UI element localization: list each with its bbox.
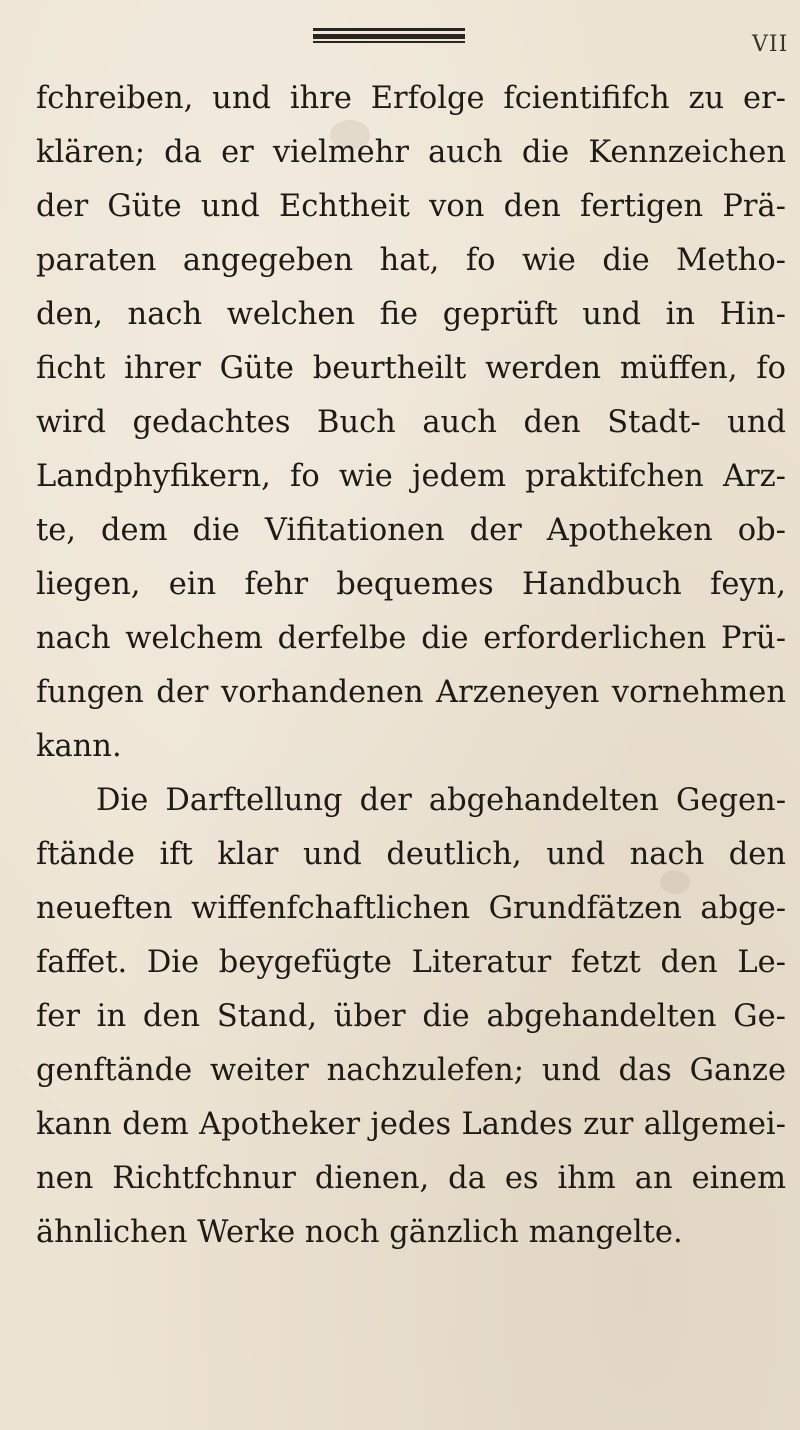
text-line: paraten angegeben hat, fo wie die Metho- bbox=[36, 243, 786, 278]
text-line: kann dem Apotheker jedes Landes zur allgemei- bbox=[36, 1107, 786, 1142]
text-line: ähnlichen Werke noch gänzlich mangelte. bbox=[36, 1215, 683, 1250]
text-line: genftände weiter nachzulefen; und das Ganze bbox=[36, 1053, 786, 1088]
text-line: der Güte und Echtheit von den fertigen Prä- bbox=[36, 189, 786, 224]
paragraph-2 bbox=[36, 774, 786, 1260]
text-line: te, dem die Vifitationen der Apotheken ob- bbox=[36, 513, 786, 548]
text-line: nach welchem derfelbe die erforderlichen Prü- bbox=[36, 621, 786, 656]
text-line: fer in den Stand, über die abgehandelten Ge- bbox=[36, 999, 786, 1034]
text-line: faffet. Die beygefügte Literatur fetzt den Le- bbox=[36, 945, 786, 980]
text-line: wird gedachtes Buch auch den Stadt- und bbox=[36, 405, 786, 440]
text-line: klären; da er vielmehr auch die Kennzeichen bbox=[36, 135, 786, 170]
text-line: Landphyfikern, fo wie jedem praktifchen Arz- bbox=[36, 459, 786, 494]
body-text bbox=[36, 72, 786, 1260]
text-line: fungen der vorhandenen Arzeneyen vornehmen bbox=[36, 675, 786, 710]
text-line: ftände ift klar und deutlich, und nach den bbox=[36, 837, 786, 872]
header-ornament-rule bbox=[313, 28, 465, 44]
paragraph-1 bbox=[36, 72, 786, 774]
text-line: neueften wiffenfchaftlichen Grundfätzen abge- bbox=[36, 891, 786, 926]
text-line: Die Darftellung der abgehandelten Gegen- bbox=[96, 783, 786, 818]
text-line: kann. bbox=[36, 729, 122, 764]
text-line: nen Richtfchnur dienen, da es ihm an einem bbox=[36, 1161, 786, 1196]
text-line: ficht ihrer Güte beurtheilt werden müffen, fo bbox=[36, 351, 786, 386]
page-number: VII bbox=[752, 32, 789, 57]
text-line: fchreiben, und ihre Erfolge fcientififch zu er- bbox=[36, 81, 786, 116]
text-line: liegen, ein fehr bequemes Handbuch feyn, bbox=[36, 567, 786, 602]
text-line: den, nach welchen fie geprüft und in Hin- bbox=[36, 297, 786, 332]
